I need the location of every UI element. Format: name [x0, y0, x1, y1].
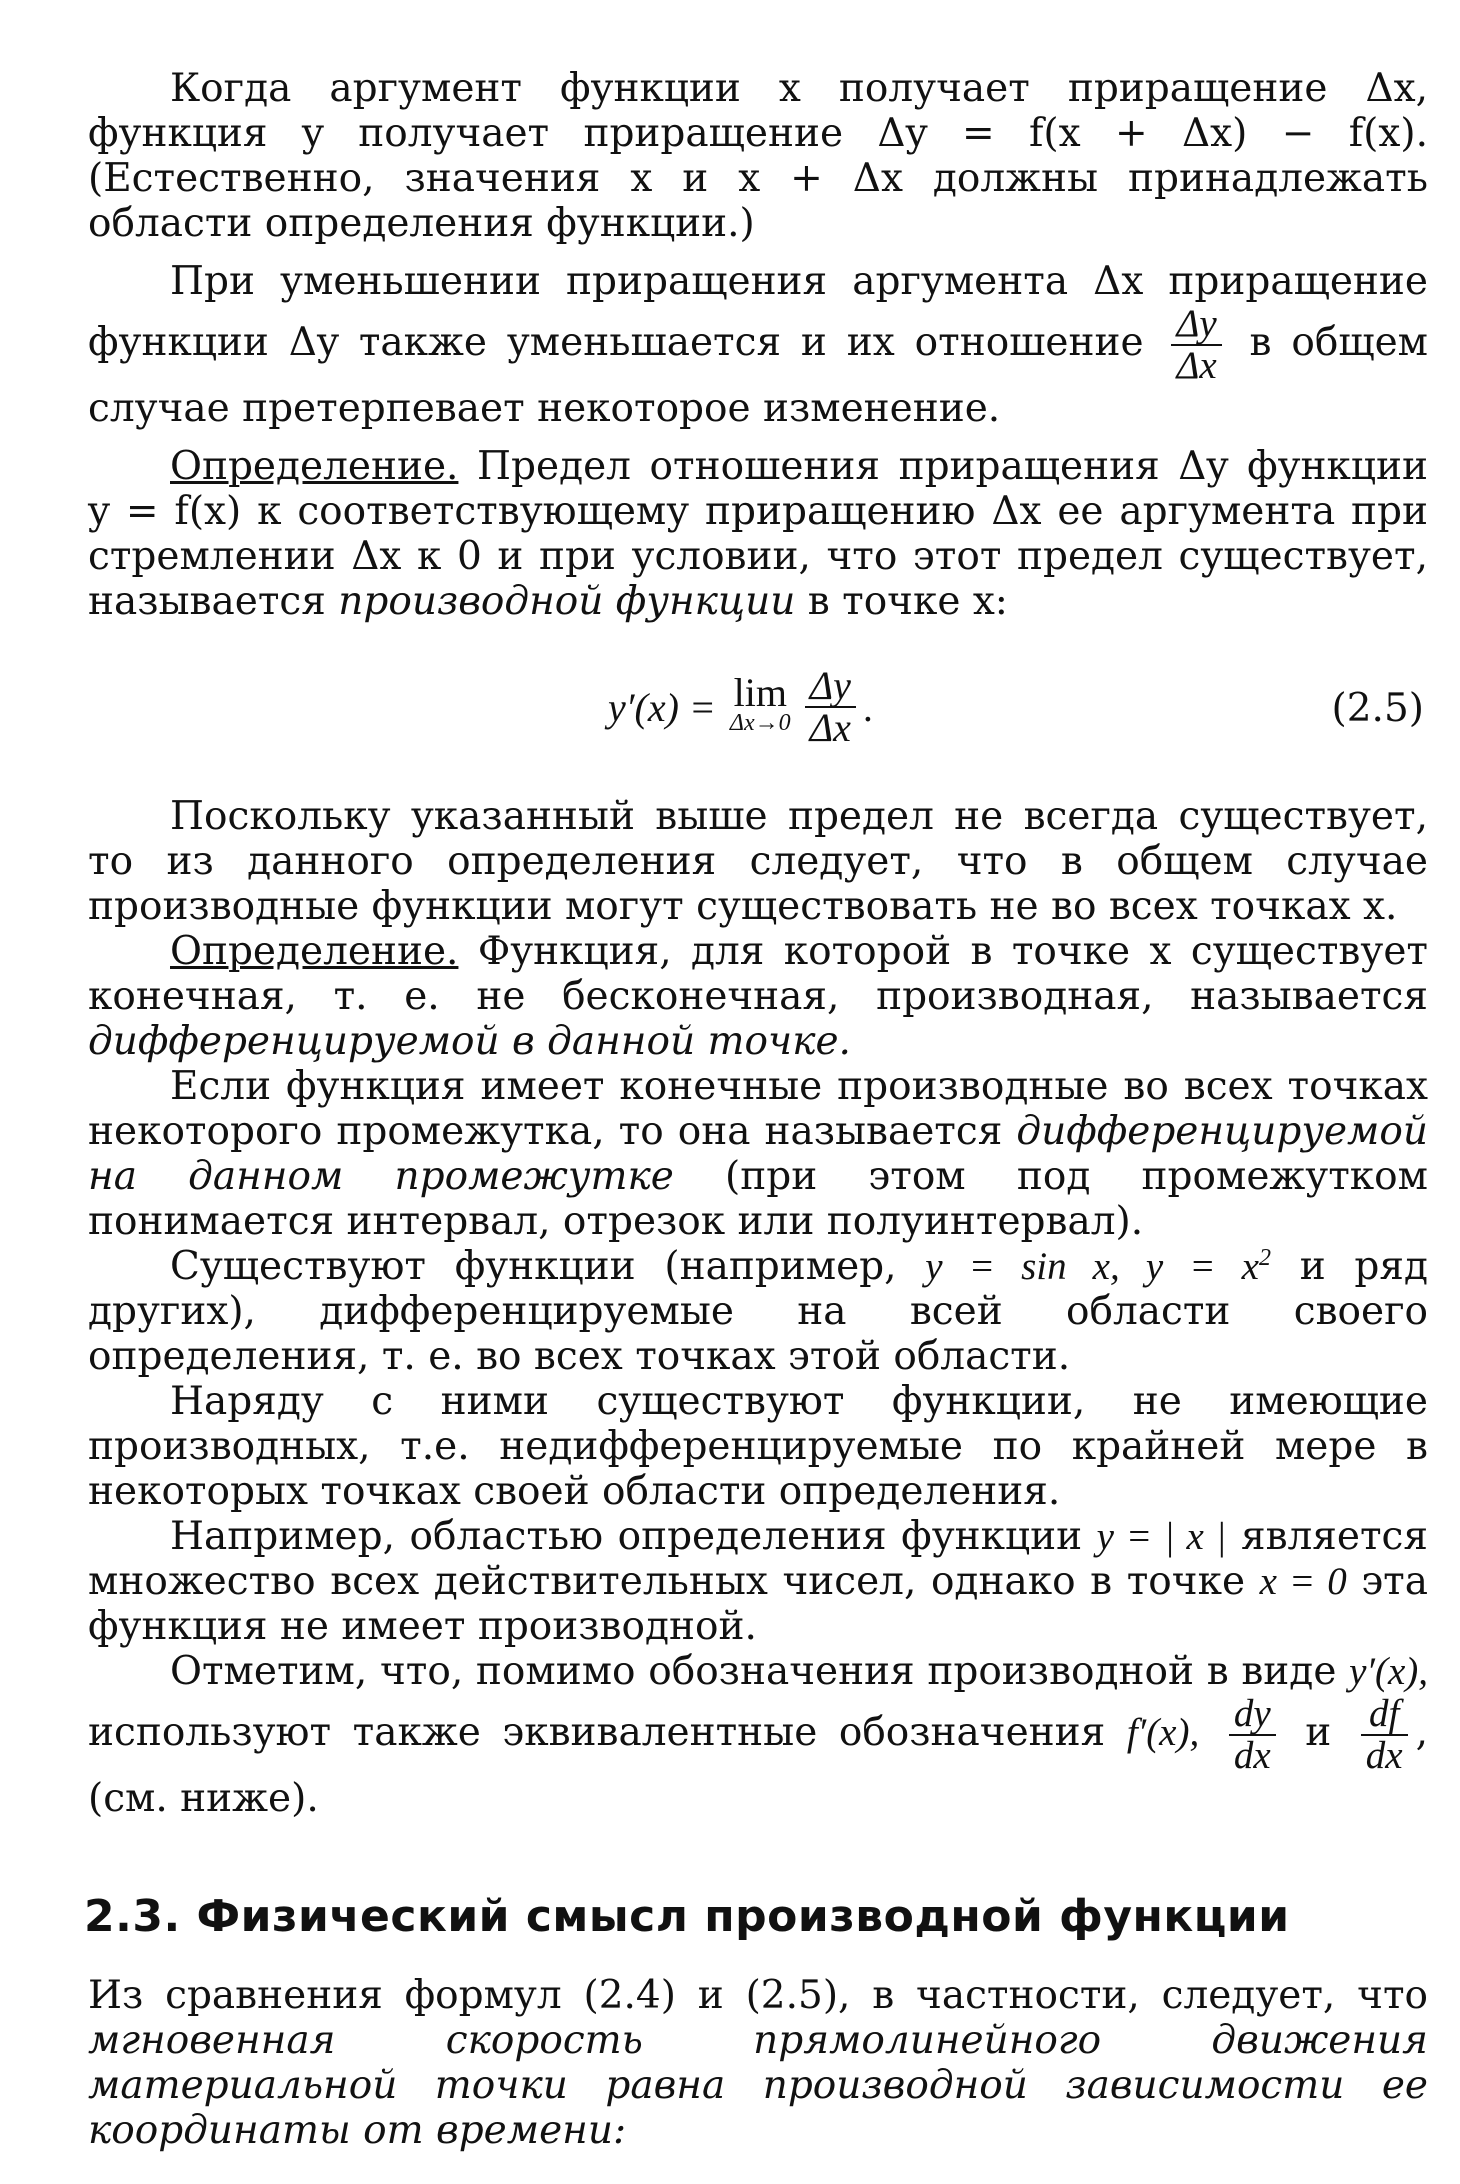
paragraph-existence-text: Поскольку указанный выше предел не всегда существует, то из данного определения следует, что в общем случае производные функции могут существовать не во всех точках x.: [88, 794, 1428, 929]
notation-y-prime: y′(x),: [1349, 1650, 1428, 1693]
equation-2-5: [88, 648, 1428, 764]
definition-term: производной функции: [338, 579, 796, 624]
notation-and: и: [1305, 1710, 1332, 1755]
paragraph-examples-end: и ряд других), дифференцируемые на всей области своего определения, т. е. во всех точках этой области.: [88, 1244, 1428, 1379]
paragraph-abs-end: эта функция не имеет производной.: [88, 1559, 1428, 1649]
fraction-denominator: Δx: [1176, 344, 1217, 387]
paragraph-abs-mid: является множество всех действительных чисел, однако в точке: [88, 1514, 1429, 1604]
fraction-denominator: dx: [1365, 1734, 1403, 1777]
notation-df-dx: [1361, 1694, 1408, 1776]
definition-text: Предел отношения приращения Δy функции y = f(x) к соответствующему приращению Δx ее аргумента при стремлении Δx к 0 и при условии, что этот предел существует, называется: [88, 444, 1428, 624]
paragraph-abs-example: [88, 1514, 1428, 1649]
paragraph-interval-end: (при этом под промежутком понимается интервал, отрезок или полуинтервал).: [88, 1154, 1428, 1244]
equation-numerator: Δy: [805, 666, 856, 708]
definition-text: Функция, для которой в точке x существует конечная, т. е. не бесконечная, производная, называется: [88, 929, 1428, 1019]
notation-comma: ,: [1415, 1710, 1428, 1755]
limit-word: lim: [733, 670, 787, 715]
paragraph-interval-start: Если функция имеет конечные производные во всех точках некоторого промежутка, то она называется: [88, 1064, 1428, 1154]
abs-formula: y = | x |: [1096, 1515, 1227, 1558]
notation-f-prime: f′(x),: [1126, 1711, 1200, 1754]
paragraph-ratio: [88, 259, 1428, 431]
paragraph-notation-end: (см. ниже).: [88, 1776, 319, 1821]
paragraph-nondifferentiable-text: Наряду с ними существуют функции, не имеющие производных, т.е. недифференцируемые по крайней мере в некоторых точках своей области определения.: [88, 1379, 1428, 1514]
definition-derivative: [88, 444, 1428, 624]
paragraph-abs-start: Например, областью определения функции: [170, 1514, 1097, 1559]
limit-operator: [729, 670, 791, 737]
definition-term: дифференцируемой в данной точке.: [88, 1019, 851, 1064]
equation-number: (2.5): [1331, 686, 1424, 731]
paragraph-interval-term: дифференцируемой на данном промежутке: [88, 1109, 1428, 1199]
section-heading: 2.3. Физический смысл производной функции: [84, 1891, 1290, 1942]
paragraph-notation-mid: используют также эквивалентные обозначения: [88, 1710, 1127, 1755]
zero-point: x = 0: [1259, 1560, 1347, 1603]
definition-differentiable: [88, 929, 1428, 1064]
fraction-numerator: df: [1361, 1694, 1408, 1736]
paragraph-physical-term: мгновенная скорость прямолинейного движения материальной точки равна производной зависимости ее координаты от времени:: [88, 2018, 1428, 2153]
paragraph-physical-start: Из сравнения формул (2.4) и (2.5), в частности, следует, что: [88, 1973, 1428, 2018]
paragraph-notation-start: Отметим, что, помимо обозначения производной в виде: [170, 1649, 1350, 1694]
equation-body: [608, 652, 874, 762]
fraction-numerator: Δy: [1171, 304, 1221, 346]
definition-end: в точке x:: [795, 579, 1008, 624]
paragraph-increment-text: Когда аргумент функции x получает приращение Δx, функция y получает приращение Δy = f(x + Δx) − f(x). (Естественно, значения x и x + Δx должны принадлежать области определения функции.): [88, 66, 1428, 246]
fraction-denominator: dx: [1233, 1734, 1271, 1777]
paragraph-examples-start: Существуют функции (например,: [170, 1244, 926, 1289]
paragraph-increment: [88, 66, 1428, 246]
ratio-fraction: [1171, 304, 1221, 386]
paragraph-nondifferentiable: [88, 1379, 1428, 1514]
paragraph-ratio-end: в общем случае претерпевает некоторое изменение.: [88, 320, 1428, 431]
exponent: 2: [1258, 1245, 1271, 1271]
paragraph-examples-formula: y = sin x, y = x: [925, 1245, 1259, 1288]
fraction-numerator: dy: [1229, 1694, 1276, 1736]
paragraph-physical-meaning: [88, 1973, 1428, 2153]
paragraph-ratio-text: При уменьшении приращения аргумента Δx приращение функции Δy также уменьшается и их отношение: [88, 259, 1428, 365]
paragraph-interval: [88, 1064, 1428, 1244]
definition-label: Определение.: [170, 929, 459, 974]
notation-dy-dx: [1229, 1694, 1276, 1776]
definition-label: Определение.: [170, 444, 459, 489]
paragraph-existence: [88, 794, 1428, 929]
paragraph-examples: [88, 1244, 1428, 1379]
equation-fraction: [805, 663, 856, 750]
paragraph-notation: [88, 1649, 1428, 1821]
equation-dot: .: [863, 684, 874, 730]
equation-denominator: Δx: [809, 705, 851, 750]
equation-lhs: y′(x) =: [608, 684, 716, 730]
limit-subscript: Δx→0: [729, 710, 791, 736]
